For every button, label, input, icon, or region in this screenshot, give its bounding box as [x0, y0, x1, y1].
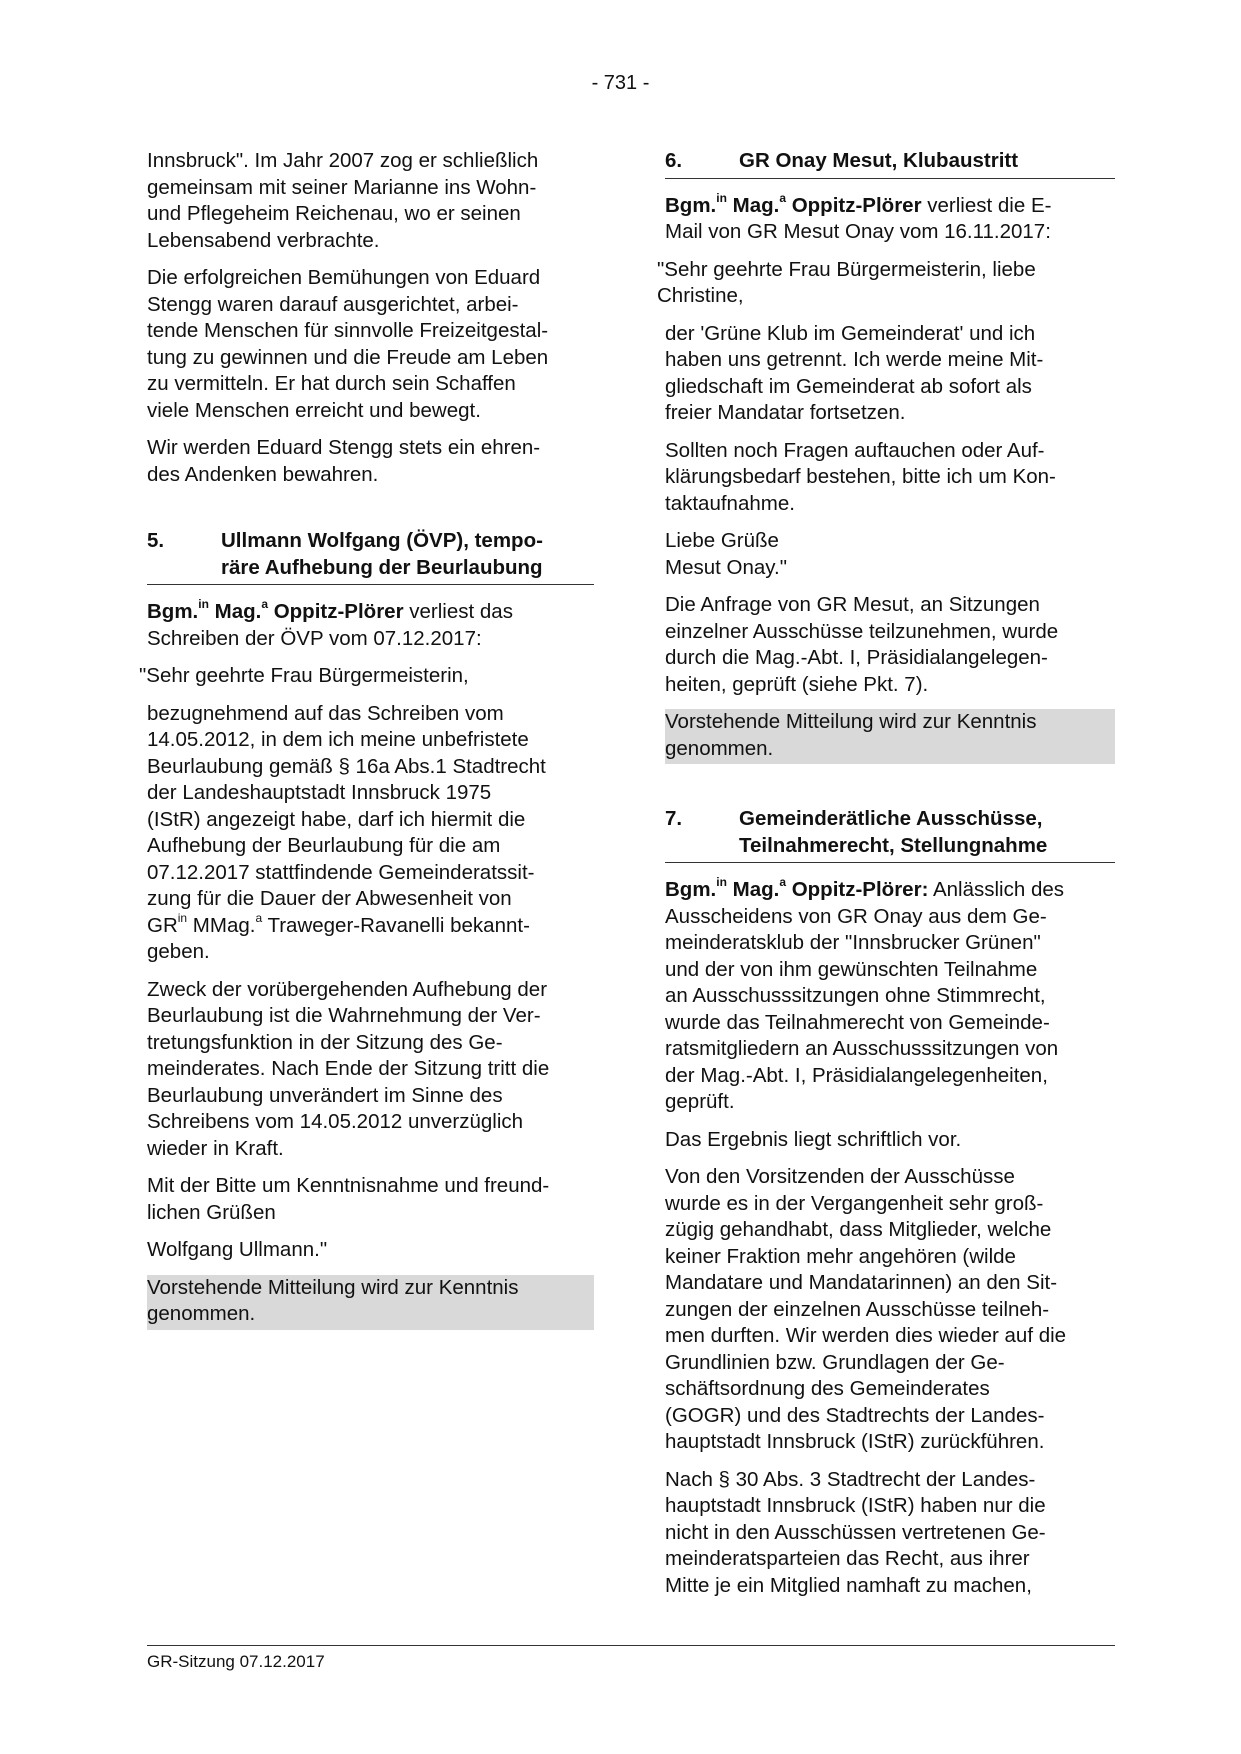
- footer-divider: [147, 1645, 1115, 1646]
- letter-signature: Liebe Grüße Mesut Onay.": [665, 529, 787, 579]
- section-heading-6: [665, 148, 1115, 179]
- right-column: [657, 148, 1115, 1610]
- paragraph: Wir werden Eduard Stengg stets ein ehren- des Andenken bewahren.: [147, 436, 541, 486]
- speaker-intro: Bgm.$^{in}$ Mag.$^a$ Oppitz-Plörer verliest das Schreiben der ÖVP vom 07.12.2017:: [147, 597, 513, 650]
- letter-paragraph: bezugnehmend auf das Schreiben vom 14.05.2012, in dem ich meine unbefristete Beurlaubung gemäß § 16a Abs.1 Stadtrecht der Landeshauptstadt Innsbruck 1975 (IStR) angezeigt habe, darf ich hiermit die Aufhebung der Beurlaubung für die am 07.12.2017 stattfindende Gemeinderatssit- zung für die Dauer der Abwesenheit von $GR^{in}$ MMag.$^a$ Traweger-Ravanelli bekannt- geben.: [147, 701, 546, 963]
- salutation: "Sehr geehrte Frau Bürgermeisterin,: [139, 664, 469, 687]
- section-heading-7: [665, 806, 1115, 863]
- speaker-name: Bgm.$^{in}$ Mag.$^a$ Oppitz-Plörer: [665, 190, 922, 217]
- paragraph: Das Ergebnis liegt schriftlich vor.: [665, 1127, 962, 1151]
- speaker-name: Bgm.$^{in}$ Mag.$^a$ Oppitz-Plörer:: [665, 875, 929, 901]
- speaker-intro: Bgm.$^{in}$ Mag.$^a$ Oppitz-Plörer verliest die E- Mail von GR Mesut Onay vom 16.11.2017:: [665, 190, 1052, 243]
- letter-paragraph: Mit der Bitte um Kenntnisnahme und freund- lichen Grüßen: [147, 1174, 550, 1224]
- section-title: Gemeinderätliche Ausschüsse, Teilnahmerecht, Stellungnahme: [739, 807, 1048, 857]
- letter-paragraph: der 'Grüne Klub im Gemeinderat' und ich haben uns getrennt. Ich werde meine Mit- gliedschaft im Gemeinderat ab sofort als freier Mandatar fortsetzen.: [665, 321, 1044, 424]
- page-number: - 731 -: [591, 72, 650, 94]
- section-number: 5.: [147, 529, 165, 552]
- section-title: GR Onay Mesut, Klubaustritt: [739, 149, 1019, 172]
- section-number: 6.: [665, 149, 683, 172]
- letter-paragraph: Sollten noch Fragen auftauchen oder Auf- klärungsbedarf bestehen, bitte ich um Kon- taktaufnahme.: [665, 438, 1056, 515]
- footer-text: GR-Sitzung 07.12.2017: [147, 1652, 325, 1671]
- notice-box: Vorstehende Mitteilung wird zur Kenntnis genommen.: [147, 1275, 594, 1330]
- letter-signature: Wolfgang Ullmann.": [147, 1238, 328, 1261]
- paragraph: Innsbruck". Im Jahr 2007 zog er schließlich gemeinsam mit seiner Marianne ins Wohn- und Pflegeheim Reichenau, wo er seinen Lebensabend verbrachte.: [147, 149, 539, 252]
- paragraph: Die Anfrage von GR Mesut, an Sitzungen einzelner Ausschüsse teilzunehmen, wurde durch die Mag.-Abt. I, Präsidialangelegen- heiten, geprüft (siehe Pkt. 7).: [665, 593, 1059, 696]
- section-heading-5: [147, 528, 594, 585]
- paragraph: Von den Vorsitzenden der Ausschüsse wurde es in der Vergangenheit sehr groß- zügig gehandhabt, dass Mitglieder, welche keiner Fraktion mehr angehören (wilde Mandatare und Mandatarinnen) an den Sit- zungen der einzelnen Ausschüsse teilneh- men durften. Wir werden dies wieder auf die Grundlinien bzw. Grundlagen der Ge- schäftsordnung des Gemeinderates (GOGR) und des Stadtrechts der Landes- hauptstadt Innsbruck (IStR) zurückführen.: [665, 1165, 1067, 1453]
- paragraph: Die erfolgreichen Bemühungen von Eduard Stengg waren darauf ausgerichtet, arbei- tende Menschen für sinnvolle Freizeitgestal- tung zu gewinnen und die Freude am Leben zu vermitteln. Er hat durch sein Schaffen viele Menschen erreicht und bewegt.: [147, 266, 549, 422]
- section-number: 7.: [665, 807, 683, 830]
- notice-box: Vorstehende Mitteilung wird zur Kenntnis genommen.: [665, 709, 1115, 764]
- left-column: [139, 148, 594, 1341]
- section-title: Ullmann Wolfgang (ÖVP), tempo- räre Aufhebung der Beurlaubung: [221, 529, 543, 579]
- letter-paragraph: Zweck der vorübergehenden Aufhebung der Beurlaubung ist die Wahrnehmung der Ver- tretungsfunktion in der Sitzung des Ge- meinderates. Nach Ende der Sitzung tritt die Beurlaubung unverändert im Sinne des Schreibens vom 14.05.2012 unverzüglich wieder in Kraft.: [147, 977, 550, 1160]
- speaker-name: Bgm.$^{in}$ Mag.$^a$ Oppitz-Plörer: [147, 597, 404, 623]
- salutation: "Sehr geehrte Frau Bürgermeisterin, liebe Christine,: [657, 257, 1036, 307]
- speaker-intro: Bgm.$^{in}$ Mag.$^a$ Oppitz-Plörer: Anlässlich des Ausscheidens von GR Onay aus dem Ge- meinderatsklub der "Innsbrucker Grünen" und der von ihm gewünschten Teilnahme an Ausschusssitzungen ohne Stimmrecht, wurde das Teilnahmerecht von Gemeinde- ratsmitgliedern an Ausschusssitzungen von der Mag.-Abt. I, Präsidialangelegenheiten, geprüft.: [665, 875, 1064, 1113]
- paragraph: Nach § 30 Abs. 3 Stadtrecht der Landes- hauptstadt Innsbruck (IStR) haben nur die nicht in den Ausschüssen vertretenen Ge- meinderatsparteien das Recht, aus ihrer Mitte je ein Mitglied namhaft zu machen,: [665, 1467, 1046, 1597]
